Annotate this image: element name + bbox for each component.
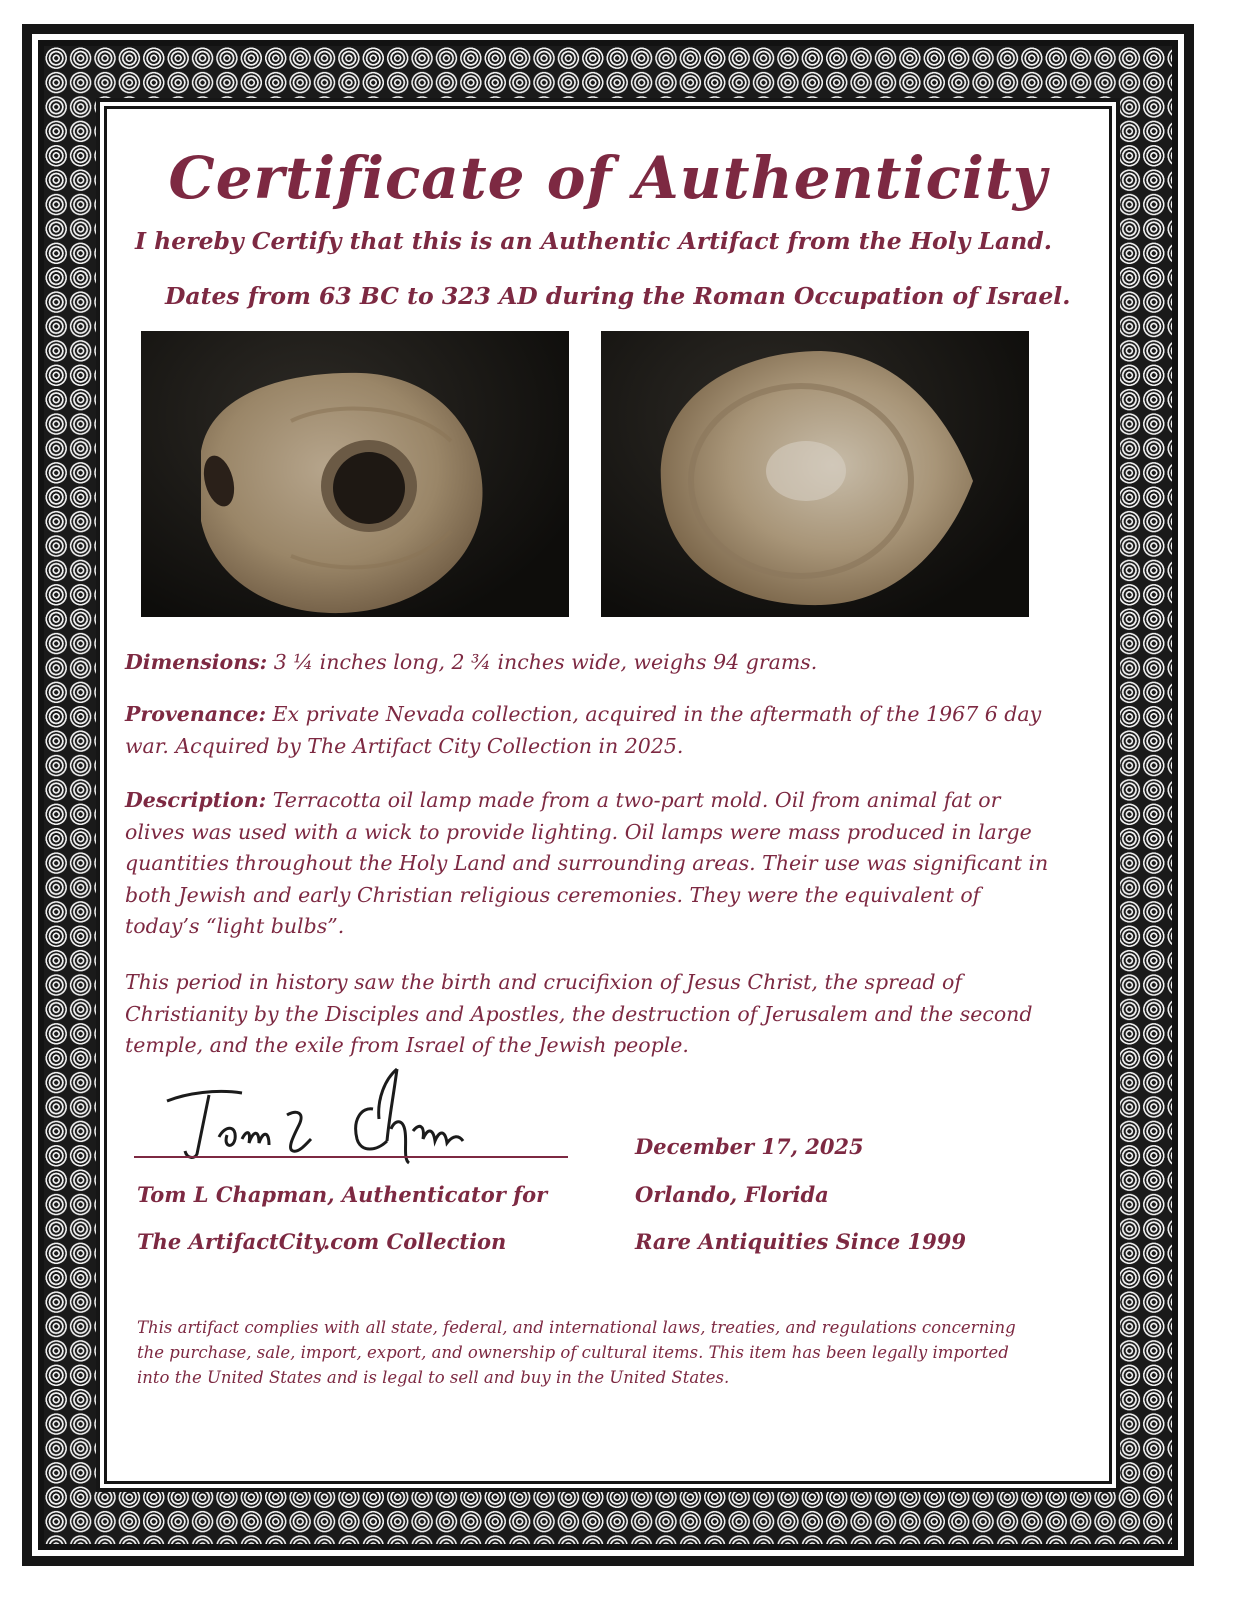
signature-line [134,1156,568,1158]
description-text: Terracotta oil lamp made from a two-part mold. Oil from animal fat or olives was used with a wick to provide lighting. Oil lamps were mass produced in large quantities throughout the Holy Land and surrounding areas. Their use was significant in both Jewish and early Christian religious ceremonies. They were the equivalent of today’s “light bulbs”. [125,788,1049,938]
description-label: Description: [125,788,267,812]
certificate-date: December 17, 2025 [635,1134,864,1159]
provenance-paragraph [125,699,1055,762]
date-range-statement: Dates from 63 BC to 323 AD during the Roman Occupation of Israel. [165,282,1071,310]
lamp-photo-top [141,331,569,617]
dimensions-label: Dimensions: [125,650,268,674]
certificate-title: Certificate of Authenticity [168,144,1048,212]
dimensions-text: 3 ¼ inches long, 2 ¾ inches wide, weighs 94 grams. [267,650,818,674]
description-paragraph [125,785,1055,943]
certificate-location: Orlando, Florida [635,1182,829,1207]
company-tagline: Rare Antiquities Since 1999 [635,1229,966,1254]
history-paragraph: This period in history saw the birth and crucifixion of Jesus Christ, the spread of Christianity by the Disciples and Apostles, the destruction of Jerusalem and the second temple, and the exile from Israel of the Jewish people. [125,970,1033,1057]
legal-notice: This artifact complies with all state, federal, and international laws, treaties, and regulations concerning the purchase, sale, import, export, and ownership of cultural items. This item has been legally imported into the United States and is legal to sell and buy in the United States. [137,1318,1016,1387]
certificate-body [107,109,1109,1481]
provenance-text: Ex private Nevada collection, acquired in the aftermath of the 1967 6 day war. Acquired by The Artifact City Collection in 2025. [125,702,1042,758]
provenance-label: Provenance: [125,702,267,726]
certification-statement: I hereby Certify that this is an Authentic Artifact from the Holy Land. [135,227,1052,255]
authenticator-name: Tom L Chapman, Authenticator for [137,1182,548,1207]
lamp-photo-bottom [601,331,1029,617]
authenticator-collection: The ArtifactCity.com Collection [137,1229,507,1254]
dimensions-paragraph [125,647,1055,679]
